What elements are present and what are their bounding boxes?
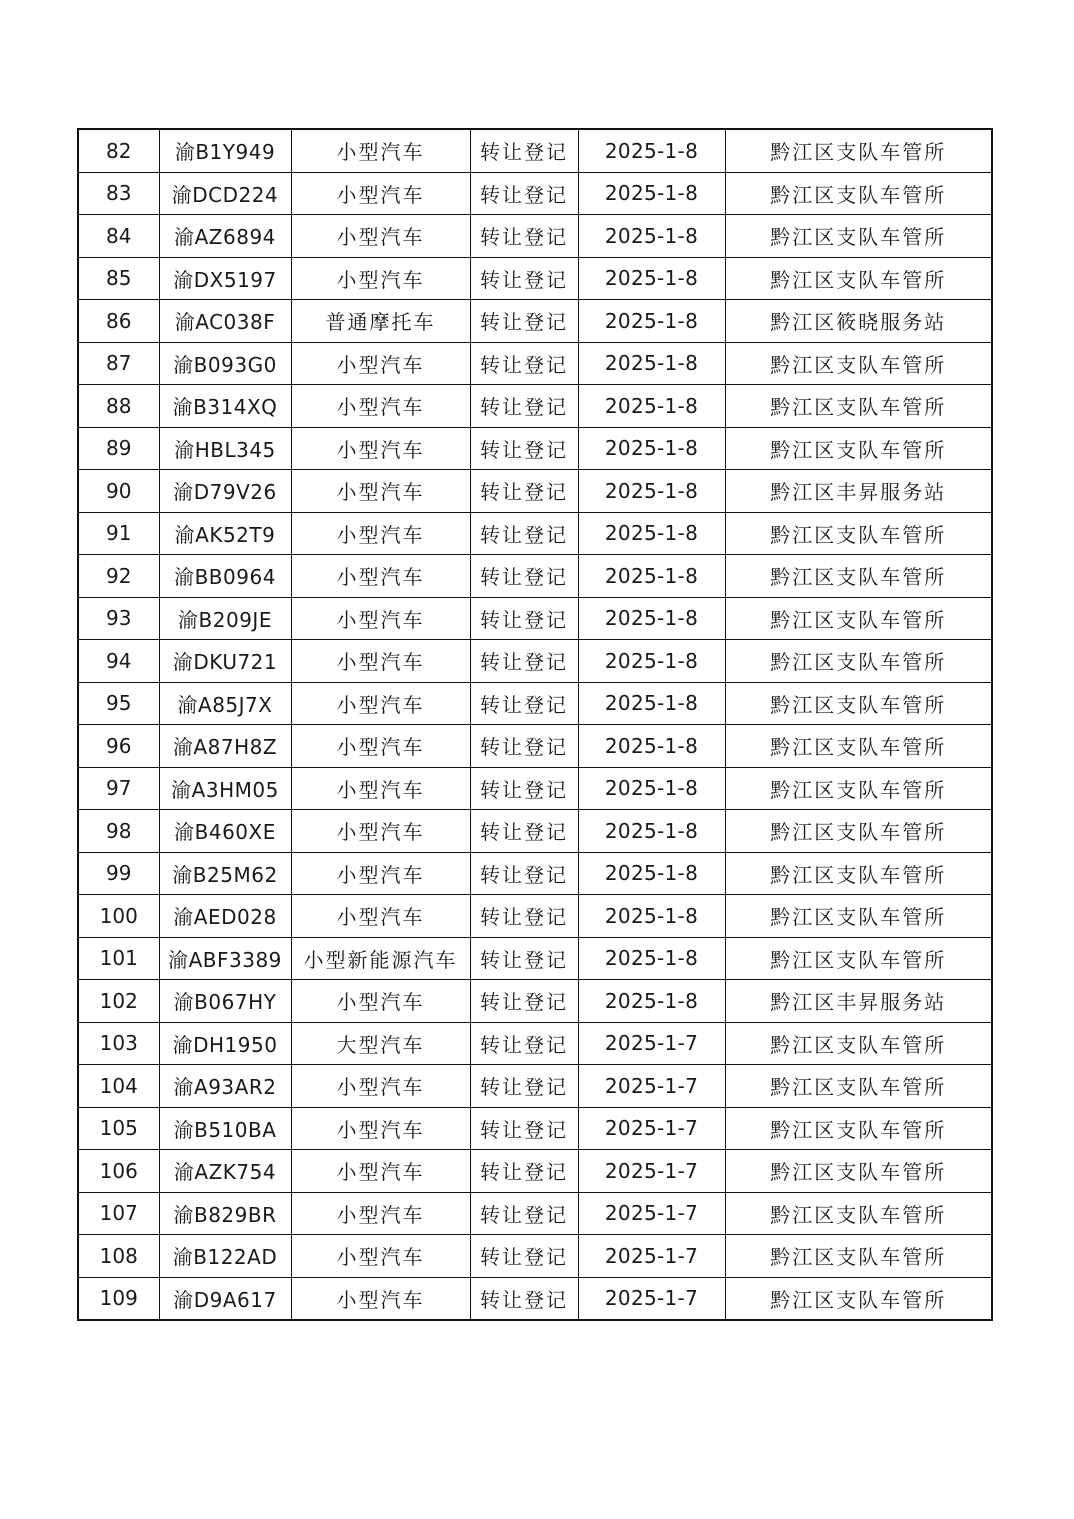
date-cell: 2025-1-7 [578, 1022, 725, 1065]
plate-number-cell: 渝DH1950 [159, 1022, 291, 1065]
plate-number-cell: 渝AZK754 [159, 1150, 291, 1193]
date-cell: 2025-1-8 [578, 852, 725, 895]
row-number-cell: 105 [78, 1107, 159, 1150]
date-cell: 2025-1-7 [578, 1107, 725, 1150]
plate-number-cell: 渝B1Y949 [159, 129, 291, 172]
table-row [78, 427, 992, 470]
vehicle-type-cell: 小型汽车 [291, 1192, 470, 1235]
table-row [78, 597, 992, 640]
business-type-cell: 转让登记 [470, 597, 578, 640]
table-row [78, 385, 992, 428]
row-number-cell: 108 [78, 1235, 159, 1278]
table-row [78, 682, 992, 725]
office-cell: 黔江区支队车管所 [725, 555, 992, 598]
table-row [78, 172, 992, 215]
business-type-cell: 转让登记 [470, 512, 578, 555]
plate-number-cell: 渝A85J7X [159, 682, 291, 725]
plate-number-cell: 渝ABF3389 [159, 937, 291, 980]
table-row [78, 470, 992, 513]
vehicle-type-cell: 小型汽车 [291, 725, 470, 768]
vehicle-type-cell: 小型汽车 [291, 172, 470, 215]
business-type-cell: 转让登记 [470, 172, 578, 215]
table-row [78, 1192, 992, 1235]
office-cell: 黔江区支队车管所 [725, 1107, 992, 1150]
row-number-cell: 90 [78, 470, 159, 513]
date-cell: 2025-1-8 [578, 682, 725, 725]
plate-number-cell: 渝AK52T9 [159, 512, 291, 555]
business-type-cell: 转让登记 [470, 470, 578, 513]
vehicle-type-cell: 小型汽车 [291, 215, 470, 258]
plate-number-cell: 渝A3HM05 [159, 767, 291, 810]
vehicle-type-cell: 小型新能源汽车 [291, 937, 470, 980]
plate-number-cell: 渝DKU721 [159, 640, 291, 683]
vehicle-type-cell: 小型汽车 [291, 810, 470, 853]
plate-number-cell: 渝B093G0 [159, 342, 291, 385]
business-type-cell: 转让登记 [470, 1235, 578, 1278]
row-number-cell: 104 [78, 1065, 159, 1108]
business-type-cell: 转让登记 [470, 555, 578, 598]
date-cell: 2025-1-7 [578, 1235, 725, 1278]
table-row [78, 1065, 992, 1108]
office-cell: 黔江区支队车管所 [725, 512, 992, 555]
plate-number-cell: 渝A87H8Z [159, 725, 291, 768]
date-cell: 2025-1-8 [578, 470, 725, 513]
table-row [78, 937, 992, 980]
row-number-cell: 109 [78, 1277, 159, 1320]
table-row [78, 555, 992, 598]
date-cell: 2025-1-7 [578, 1277, 725, 1320]
office-cell: 黔江区支队车管所 [725, 767, 992, 810]
plate-number-cell: 渝B209JE [159, 597, 291, 640]
date-cell: 2025-1-8 [578, 385, 725, 428]
date-cell: 2025-1-8 [578, 257, 725, 300]
row-number-cell: 98 [78, 810, 159, 853]
row-number-cell: 107 [78, 1192, 159, 1235]
plate-number-cell: 渝D9A617 [159, 1277, 291, 1320]
row-number-cell: 106 [78, 1150, 159, 1193]
row-number-cell: 95 [78, 682, 159, 725]
office-cell: 黔江区支队车管所 [725, 257, 992, 300]
date-cell: 2025-1-8 [578, 767, 725, 810]
office-cell: 黔江区支队车管所 [725, 937, 992, 980]
date-cell: 2025-1-8 [578, 129, 725, 172]
registration-table [77, 128, 993, 1321]
vehicle-type-cell: 小型汽车 [291, 342, 470, 385]
table-body [78, 129, 992, 1320]
office-cell: 黔江区支队车管所 [725, 1235, 992, 1278]
vehicle-type-cell: 小型汽车 [291, 1107, 470, 1150]
date-cell: 2025-1-8 [578, 342, 725, 385]
date-cell: 2025-1-8 [578, 895, 725, 938]
vehicle-type-cell: 大型汽车 [291, 1022, 470, 1065]
business-type-cell: 转让登记 [470, 937, 578, 980]
business-type-cell: 转让登记 [470, 1150, 578, 1193]
plate-number-cell: 渝B25M62 [159, 852, 291, 895]
row-number-cell: 87 [78, 342, 159, 385]
vehicle-type-cell: 小型汽车 [291, 470, 470, 513]
business-type-cell: 转让登记 [470, 300, 578, 343]
plate-number-cell: 渝B122AD [159, 1235, 291, 1278]
date-cell: 2025-1-8 [578, 215, 725, 258]
table-row [78, 767, 992, 810]
plate-number-cell: 渝B460XE [159, 810, 291, 853]
table-row [78, 980, 992, 1023]
office-cell: 黔江区支队车管所 [725, 1277, 992, 1320]
office-cell: 黔江区支队车管所 [725, 1192, 992, 1235]
row-number-cell: 100 [78, 895, 159, 938]
office-cell: 黔江区支队车管所 [725, 129, 992, 172]
vehicle-type-cell: 小型汽车 [291, 767, 470, 810]
row-number-cell: 101 [78, 937, 159, 980]
row-number-cell: 92 [78, 555, 159, 598]
row-number-cell: 102 [78, 980, 159, 1023]
plate-number-cell: 渝B510BA [159, 1107, 291, 1150]
plate-number-cell: 渝HBL345 [159, 427, 291, 470]
table-row [78, 1277, 992, 1320]
vehicle-type-cell: 小型汽车 [291, 980, 470, 1023]
date-cell: 2025-1-8 [578, 597, 725, 640]
office-cell: 黔江区丰昇服务站 [725, 470, 992, 513]
row-number-cell: 83 [78, 172, 159, 215]
row-number-cell: 93 [78, 597, 159, 640]
table-row [78, 1235, 992, 1278]
table-row [78, 852, 992, 895]
business-type-cell: 转让登记 [470, 1107, 578, 1150]
date-cell: 2025-1-8 [578, 512, 725, 555]
table-row [78, 300, 992, 343]
table-row [78, 512, 992, 555]
business-type-cell: 转让登记 [470, 725, 578, 768]
plate-number-cell: 渝BB0964 [159, 555, 291, 598]
row-number-cell: 99 [78, 852, 159, 895]
plate-number-cell: 渝B314XQ [159, 385, 291, 428]
office-cell: 黔江区筱晓服务站 [725, 300, 992, 343]
date-cell: 2025-1-8 [578, 300, 725, 343]
business-type-cell: 转让登记 [470, 1192, 578, 1235]
table-row [78, 1022, 992, 1065]
date-cell: 2025-1-8 [578, 810, 725, 853]
plate-number-cell: 渝AZ6894 [159, 215, 291, 258]
plate-number-cell: 渝A93AR2 [159, 1065, 291, 1108]
plate-number-cell: 渝AC038F [159, 300, 291, 343]
plate-number-cell: 渝B829BR [159, 1192, 291, 1235]
date-cell: 2025-1-7 [578, 1150, 725, 1193]
office-cell: 黔江区支队车管所 [725, 1065, 992, 1108]
office-cell: 黔江区支队车管所 [725, 640, 992, 683]
vehicle-type-cell: 小型汽车 [291, 427, 470, 470]
office-cell: 黔江区支队车管所 [725, 725, 992, 768]
table-row [78, 1150, 992, 1193]
row-number-cell: 96 [78, 725, 159, 768]
office-cell: 黔江区支队车管所 [725, 1022, 992, 1065]
office-cell: 黔江区支队车管所 [725, 385, 992, 428]
vehicle-type-cell: 小型汽车 [291, 1235, 470, 1278]
plate-number-cell: 渝AED028 [159, 895, 291, 938]
business-type-cell: 转让登记 [470, 257, 578, 300]
office-cell: 黔江区支队车管所 [725, 342, 992, 385]
office-cell: 黔江区支队车管所 [725, 1150, 992, 1193]
row-number-cell: 94 [78, 640, 159, 683]
date-cell: 2025-1-7 [578, 1192, 725, 1235]
office-cell: 黔江区支队车管所 [725, 597, 992, 640]
vehicle-type-cell: 小型汽车 [291, 555, 470, 598]
business-type-cell: 转让登记 [470, 215, 578, 258]
business-type-cell: 转让登记 [470, 1065, 578, 1108]
business-type-cell: 转让登记 [470, 980, 578, 1023]
vehicle-type-cell: 小型汽车 [291, 852, 470, 895]
table-row [78, 640, 992, 683]
row-number-cell: 103 [78, 1022, 159, 1065]
plate-number-cell: 渝D79V26 [159, 470, 291, 513]
vehicle-type-cell: 小型汽车 [291, 129, 470, 172]
date-cell: 2025-1-8 [578, 725, 725, 768]
vehicle-type-cell: 小型汽车 [291, 1065, 470, 1108]
row-number-cell: 82 [78, 129, 159, 172]
office-cell: 黔江区支队车管所 [725, 215, 992, 258]
business-type-cell: 转让登记 [470, 1022, 578, 1065]
row-number-cell: 86 [78, 300, 159, 343]
business-type-cell: 转让登记 [470, 640, 578, 683]
business-type-cell: 转让登记 [470, 129, 578, 172]
office-cell: 黔江区支队车管所 [725, 852, 992, 895]
business-type-cell: 转让登记 [470, 682, 578, 725]
vehicle-type-cell: 小型汽车 [291, 1150, 470, 1193]
date-cell: 2025-1-8 [578, 640, 725, 683]
office-cell: 黔江区支队车管所 [725, 895, 992, 938]
row-number-cell: 85 [78, 257, 159, 300]
business-type-cell: 转让登记 [470, 1277, 578, 1320]
row-number-cell: 88 [78, 385, 159, 428]
table-row [78, 725, 992, 768]
row-number-cell: 89 [78, 427, 159, 470]
row-number-cell: 97 [78, 767, 159, 810]
business-type-cell: 转让登记 [470, 342, 578, 385]
business-type-cell: 转让登记 [470, 852, 578, 895]
office-cell: 黔江区支队车管所 [725, 172, 992, 215]
vehicle-type-cell: 小型汽车 [291, 682, 470, 725]
date-cell: 2025-1-7 [578, 1065, 725, 1108]
date-cell: 2025-1-8 [578, 555, 725, 598]
table-row [78, 257, 992, 300]
vehicle-type-cell: 小型汽车 [291, 895, 470, 938]
business-type-cell: 转让登记 [470, 385, 578, 428]
vehicle-type-cell: 小型汽车 [291, 257, 470, 300]
table-row [78, 129, 992, 172]
vehicle-type-cell: 小型汽车 [291, 1277, 470, 1320]
vehicle-type-cell: 小型汽车 [291, 512, 470, 555]
vehicle-type-cell: 小型汽车 [291, 597, 470, 640]
plate-number-cell: 渝DX5197 [159, 257, 291, 300]
table-row [78, 215, 992, 258]
date-cell: 2025-1-8 [578, 937, 725, 980]
row-number-cell: 84 [78, 215, 159, 258]
office-cell: 黔江区支队车管所 [725, 810, 992, 853]
vehicle-type-cell: 小型汽车 [291, 640, 470, 683]
office-cell: 黔江区支队车管所 [725, 682, 992, 725]
table-row [78, 895, 992, 938]
business-type-cell: 转让登记 [470, 895, 578, 938]
date-cell: 2025-1-8 [578, 980, 725, 1023]
business-type-cell: 转让登记 [470, 427, 578, 470]
business-type-cell: 转让登记 [470, 810, 578, 853]
table-row [78, 810, 992, 853]
plate-number-cell: 渝B067HY [159, 980, 291, 1023]
vehicle-type-cell: 普通摩托车 [291, 300, 470, 343]
table-row [78, 1107, 992, 1150]
office-cell: 黔江区丰昇服务站 [725, 980, 992, 1023]
date-cell: 2025-1-8 [578, 427, 725, 470]
table-row [78, 342, 992, 385]
vehicle-type-cell: 小型汽车 [291, 385, 470, 428]
office-cell: 黔江区支队车管所 [725, 427, 992, 470]
plate-number-cell: 渝DCD224 [159, 172, 291, 215]
business-type-cell: 转让登记 [470, 767, 578, 810]
date-cell: 2025-1-8 [578, 172, 725, 215]
row-number-cell: 91 [78, 512, 159, 555]
